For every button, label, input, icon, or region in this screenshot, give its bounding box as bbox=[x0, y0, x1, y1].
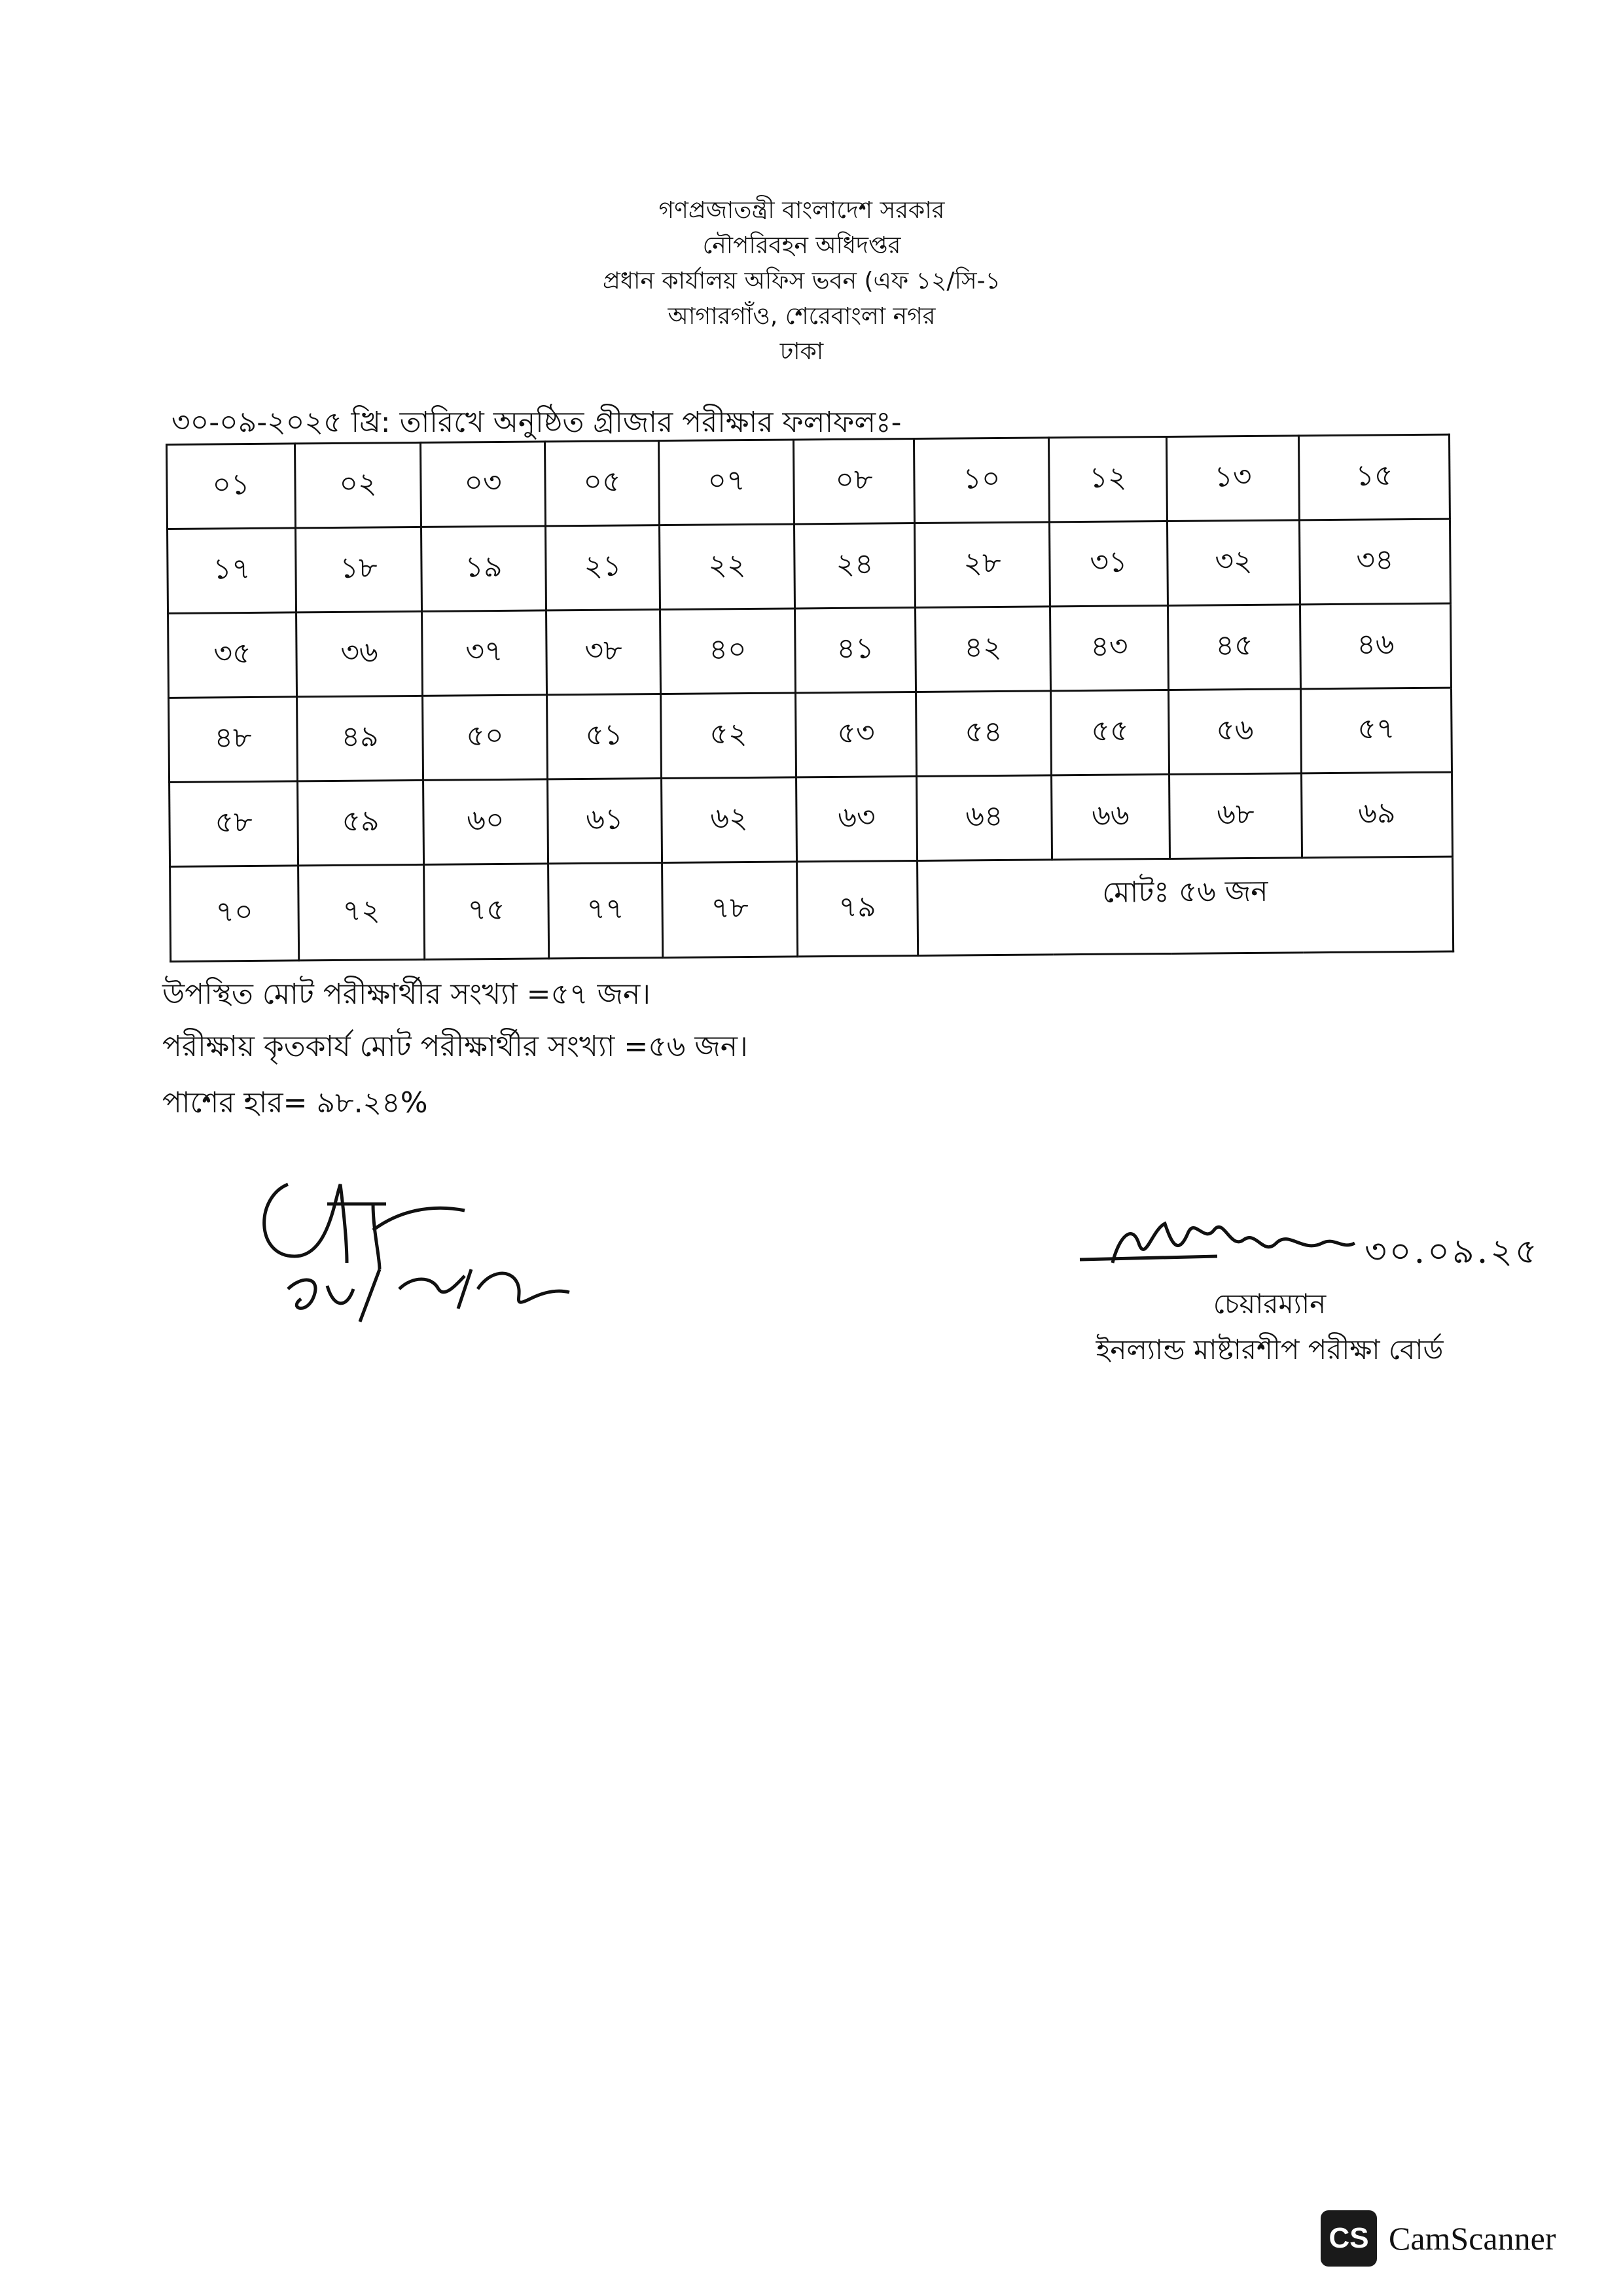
camscanner-logo-icon: CS bbox=[1321, 2210, 1377, 2267]
letterhead bbox=[458, 193, 1145, 370]
table-row bbox=[167, 434, 1450, 529]
roll-number-cell: ৩৭ bbox=[422, 610, 547, 696]
handwritten-signature-icon bbox=[249, 1158, 589, 1328]
roll-number-cell: ১৯ bbox=[421, 526, 546, 611]
roll-number-cell: ২৮ bbox=[914, 522, 1050, 608]
roll-number-cell: ২১ bbox=[546, 525, 660, 610]
roll-number-cell: ৭২ bbox=[298, 864, 425, 961]
pass-rate: পাশের হার= ৯৮.২৪% bbox=[162, 1086, 428, 1120]
results-table bbox=[166, 434, 1454, 963]
govt-name: গণপ্রজাতন্ত্রী বাংলাদেশ সরকার bbox=[658, 197, 945, 224]
roll-number-cell: ১৩ bbox=[1166, 436, 1299, 521]
chairman-signature-icon bbox=[1073, 1204, 1374, 1276]
roll-number-cell: ৫১ bbox=[547, 694, 662, 779]
table-row bbox=[168, 519, 1451, 613]
roll-number-cell: ৪৩ bbox=[1050, 605, 1168, 690]
camscanner-brand: CamScanner bbox=[1389, 2220, 1556, 2257]
signature-date: ৩০.০৯.২৫ bbox=[1364, 1232, 1540, 1271]
roll-number-cell: ৬২ bbox=[662, 777, 797, 863]
roll-number-cell: ৪১ bbox=[795, 608, 916, 693]
area-address: আগারগাঁও, শেরেবাংলা নগর bbox=[668, 303, 936, 330]
roll-number-cell: ৫৮ bbox=[169, 781, 298, 867]
roll-number-cell: ৩৫ bbox=[168, 612, 297, 698]
roll-number-cell: ৪৮ bbox=[169, 697, 298, 783]
roll-number-cell: ০৭ bbox=[658, 440, 794, 525]
roll-number-cell: ৪২ bbox=[916, 607, 1051, 692]
designation: চেয়ারম্যান bbox=[1213, 1288, 1327, 1320]
roll-number-cell: ৫২ bbox=[661, 693, 796, 779]
table-row bbox=[169, 688, 1452, 782]
roll-number-cell: ১৭ bbox=[168, 528, 296, 614]
roll-number-cell: ৬৪ bbox=[917, 775, 1052, 861]
passed-count: পরীক্ষায় কৃতকার্য মোট পরীক্ষার্থীর সংখ্যা =৫৬ জন। bbox=[162, 1030, 748, 1063]
roll-number-cell: ৩২ bbox=[1167, 520, 1300, 606]
city-name: ঢাকা bbox=[779, 338, 824, 365]
roll-number-cell: ৩৬ bbox=[296, 611, 423, 697]
roll-number-cell: ৫০ bbox=[423, 695, 548, 780]
roll-number-cell: ০১ bbox=[167, 444, 296, 529]
roll-number-cell: ৬১ bbox=[548, 779, 662, 864]
roll-number-cell: ৪০ bbox=[660, 609, 796, 694]
roll-number-cell: ৪৯ bbox=[297, 696, 423, 781]
left-signature bbox=[249, 1158, 589, 1331]
roll-number-cell: ৫৭ bbox=[1300, 688, 1452, 773]
result-title: ৩০-০৯-২০২৫ খ্রি: তারিখে অনুষ্ঠিত গ্রীজার পরীক্ষার ফলাফলঃ- bbox=[171, 406, 902, 439]
roll-number-cell: ৭৯ bbox=[797, 860, 918, 956]
roll-number-cell: ৫৫ bbox=[1051, 690, 1169, 775]
roll-number-cell: ০৩ bbox=[420, 442, 545, 527]
office-address: প্রধান কার্যালয় অফিস ভবন (এফ ১২/সি-১ bbox=[602, 268, 1001, 294]
roll-number-cell: ১৮ bbox=[296, 527, 422, 612]
present-count: উপস্থিত মোট পরীক্ষার্থীর সংখ্যা =৫৭ জন। bbox=[162, 978, 651, 1011]
roll-number-cell: ০৮ bbox=[793, 439, 914, 524]
roll-number-cell: ৬০ bbox=[423, 779, 548, 864]
roll-number-cell: ১০ bbox=[914, 438, 1049, 523]
roll-number-cell: ৫৬ bbox=[1169, 689, 1302, 775]
roll-number-cell: ৭৮ bbox=[662, 862, 798, 958]
roll-number-cell: ৩১ bbox=[1049, 521, 1168, 606]
roll-number-cell: ৫৩ bbox=[796, 692, 917, 777]
roll-number-cell: ৬৮ bbox=[1169, 773, 1302, 859]
roll-number-cell: ৩৪ bbox=[1299, 519, 1450, 605]
roll-number-cell: ৬৯ bbox=[1302, 772, 1453, 858]
table-row bbox=[168, 603, 1452, 698]
roll-number-cell: ৩৮ bbox=[546, 610, 661, 695]
roll-number-cell: ৭৫ bbox=[424, 864, 549, 959]
roll-number-cell: ০৫ bbox=[544, 441, 659, 526]
roll-number-cell: ৪৫ bbox=[1168, 605, 1300, 690]
roll-number-cell: ৫৪ bbox=[916, 691, 1052, 777]
table-row bbox=[170, 857, 1454, 961]
right-signature bbox=[1073, 1204, 1374, 1279]
roll-number-cell: ৬৩ bbox=[796, 777, 918, 862]
roll-number-cell: ৬৬ bbox=[1052, 774, 1170, 859]
roll-number-cell: ০২ bbox=[295, 442, 421, 528]
department-name: নৌপরিবহন অধিদপ্তর bbox=[702, 232, 901, 259]
roll-number-cell: ১৫ bbox=[1298, 434, 1450, 520]
roll-number-cell: ১২ bbox=[1048, 436, 1167, 521]
table-row bbox=[169, 772, 1453, 866]
roll-number-cell: ৭০ bbox=[170, 866, 299, 962]
roll-number-cell: ৪৬ bbox=[1300, 603, 1451, 689]
results-table-body bbox=[167, 434, 1454, 961]
roll-number-cell: ২২ bbox=[660, 524, 795, 610]
roll-number-cell: ২৪ bbox=[794, 523, 915, 609]
organization-name: ইনল্যান্ড মাষ্টারশীপ পরীক্ষা বোর্ড bbox=[1096, 1333, 1444, 1366]
roll-number-cell: ৭৭ bbox=[548, 863, 663, 959]
total-count-cell: মোটঃ ৫৬ জন bbox=[918, 857, 1454, 955]
roll-number-cell: ৫৯ bbox=[298, 780, 424, 866]
